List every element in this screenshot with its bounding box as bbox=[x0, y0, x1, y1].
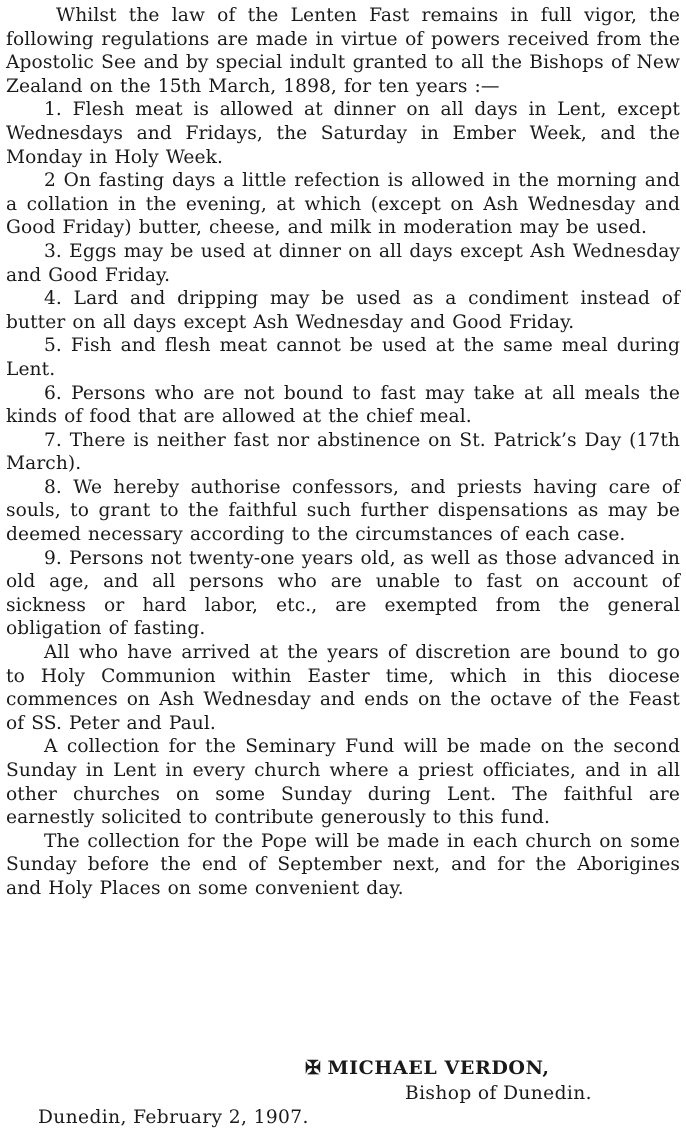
regulation-2: 2 On fasting days a little refection is allowed in the morning and a collation in the evening, at which (except on Ash Wednesday and Good Friday) butter, cheese, and milk in moderation may be used. bbox=[6, 170, 680, 239]
regulation-5: 5. Fish and flesh meat cannot be used at the same meal during Lent. bbox=[6, 335, 680, 380]
regulation-3: 3. Eggs may be used at dinner on all days except Ash Wednesday and Good Friday. bbox=[6, 240, 680, 286]
intro-paragraph: Whilst the law of the Lenten Fast remains in full vigor, the following regulations are made in virtue of powers received from the Apostolic See and by special indult granted to all the Bishops of New Zealand on the 15th March, 1898, for ten years :— bbox=[6, 5, 680, 97]
regulation-8: 8. We hereby authorise confessors, and priests having care of souls, to grant to the faithful such further dispensations as may be deemed necessary according to the circumstances of each case. bbox=[6, 476, 680, 546]
notice-article bbox=[6, 4, 680, 901]
regulation-4: 4. Lard and dripping may be used as a condiment instead of butter on all days except Ash Wednesday and Good Friday. bbox=[6, 288, 680, 333]
bishop-title: Bishop of Dunedin. bbox=[405, 1083, 592, 1104]
regulation-1: 1. Flesh meat is allowed at dinner on all days in Lent, except Wednesdays and Fridays, the Saturday in Ember Week, and the Monday in Holy Week. bbox=[6, 99, 680, 168]
cross-icon: ✠ bbox=[305, 1057, 322, 1079]
regulation-7: 7. There is neither fast nor abstinence on St. Patrick’s Day (17th March). bbox=[6, 429, 680, 475]
bishop-name: MICHAEL VERDON, bbox=[327, 1057, 550, 1079]
easter-duty-paragraph: All who have arrived at the years of discretion are bound to go to Holy Communion within Easter time, which in this diocese commences on Ash Wednesday and ends on the octave of the Feast of SS. Peter and Paul. bbox=[6, 642, 680, 734]
bishop-signature-name bbox=[305, 1057, 550, 1079]
regulation-6: 6. Persons who are not bound to fast may take at all meals the kinds of food that are allowed at the chief meal. bbox=[6, 382, 680, 428]
pope-collection-paragraph: The collection for the Pope will be made in each church on some Sunday before the end of September next, and for the Aborigines and Holy Places on some convenient day. bbox=[6, 830, 680, 899]
regulation-9: 9. Persons not twenty-one years old, as well as those advanced in old age, and all persons who are unable to fast on account of sickness or hard labor, etc., are exempted from the general obligation of fasting. bbox=[6, 547, 680, 640]
signature-block bbox=[0, 1057, 674, 1137]
seminary-collection-paragraph: A collection for the Seminary Fund will be made on the second Sunday in Lent in every church where a priest officiates, and in all other churches on some Sunday during Lent. The faithful are earnestly solicited to contribute generously to this fund. bbox=[6, 736, 680, 829]
place-and-date: Dunedin, February 2, 1907. bbox=[38, 1107, 309, 1128]
